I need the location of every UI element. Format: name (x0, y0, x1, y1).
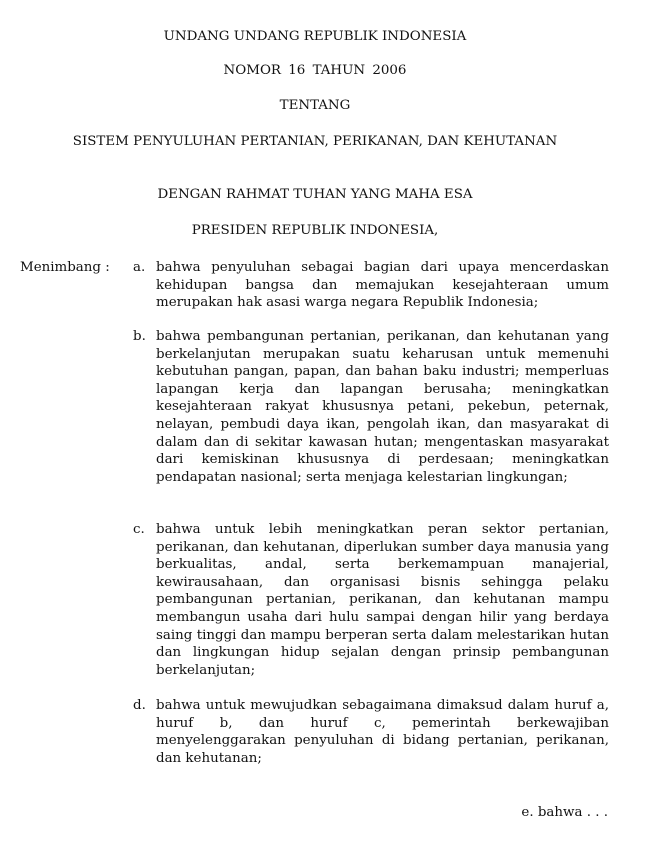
considering-label: Menimbang : (20, 260, 110, 275)
law-about: TENTANG (279, 98, 351, 113)
item-letter: b. (133, 329, 146, 344)
law-subject: SISTEM PENYULUHAN PERTANIAN, PERIKANAN, DAN KEHUTANAN (72, 134, 558, 149)
law-number: NOMOR 16 TAHUN 2006 (223, 63, 407, 78)
item-letter: c. (133, 522, 145, 537)
item-text: bahwa pembangunan pertanian, perikanan, dan kehutanan yang berkelanjutan merupakan suatu keharusan untuk memenuhi kebutuhan pangan, papan, dan bahan baku industri; memperluas lapangan kerja dan lapangan berusaha; meningkatkan kesejahteraan rakyat khususnya petani, pekebun, peternak, nelayan, pembudi daya ikan, pengolah ikan, dan masyarakat di dalam dan di sekitar kawasan hutan; mengentaskan masyarakat dari kemiskinan khususnya di perdesaan; meningkatkan pendapatan nasional; serta menjaga kelestarian lingkungan; (156, 329, 609, 485)
law-title: UNDANG UNDANG REPUBLIK INDONESIA (163, 29, 467, 44)
item-text: bahwa untuk mewujudkan sebagaimana dimaksud dalam huruf a, huruf b, dan huruf c, pemerintah berkewajiban menyelenggarakan penyuluhan di bidang pertanian, perikanan, dan kehutanan; (156, 698, 609, 766)
president-line: PRESIDEN REPUBLIK INDONESIA, (191, 223, 439, 238)
item-letter: d. (133, 698, 146, 713)
page-catchword: e. bahwa . . . (521, 805, 608, 820)
item-text: bahwa untuk lebih meningkatkan peran sektor pertanian, perikanan, dan kehutanan, diperlukan sumber daya manusia yang berkualitas, andal, serta berkemampuan manajerial, kewirausahaan, dan organisasi bisnis sehingga pelaku pembangunan pertanian, perikanan, dan kehutanan mampu membangun usaha dari hulu sampai dengan hilir yang berdaya saing tinggi dan mampu berperan serta dalam melestarikan hutan dan lingkungan hidup sejalan dengan prinsip pembangunan berkelanjutan; (156, 522, 609, 678)
item-letter: a. (133, 260, 146, 275)
item-text: bahwa penyuluhan sebagai bagian dari upaya mencerdaskan kehidupan bangsa dan memajukan kesejahteraan umum merupakan hak asasi warga negara Republik Indonesia; (156, 260, 609, 311)
blessing-line: DENGAN RAHMAT TUHAN YANG MAHA ESA (157, 187, 473, 202)
